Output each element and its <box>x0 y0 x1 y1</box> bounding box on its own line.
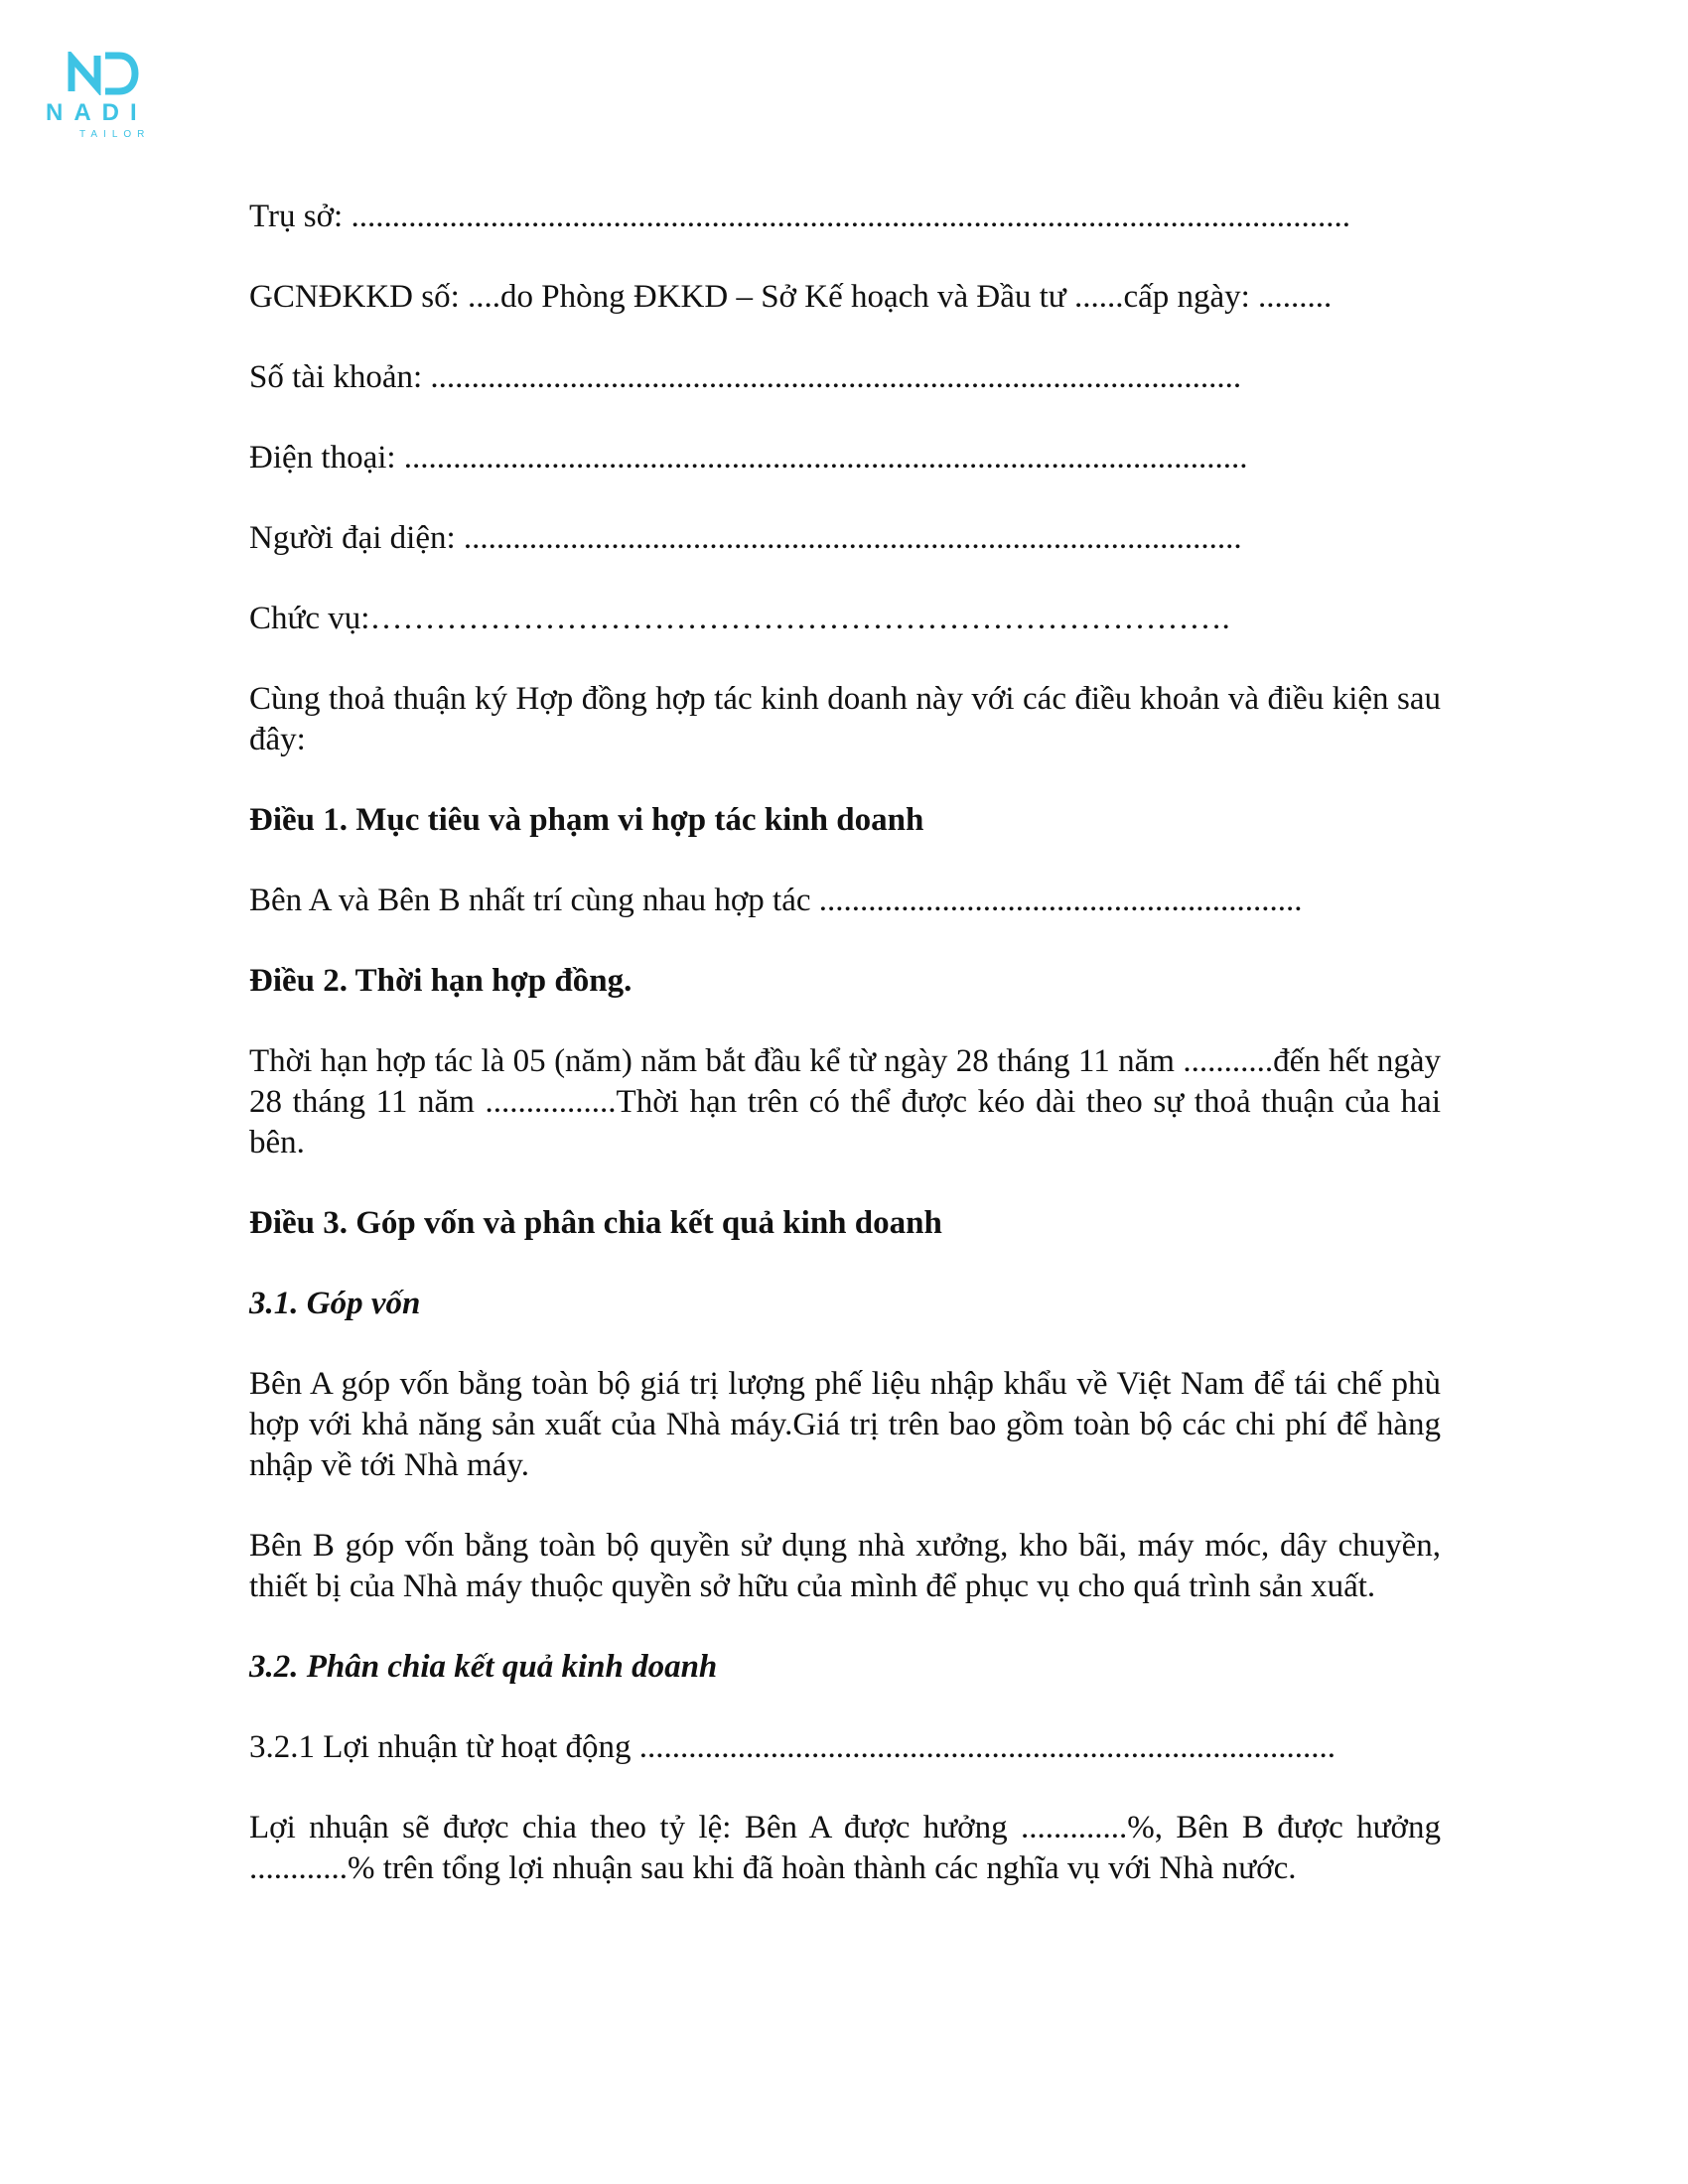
section-3-1-party-b: Bên B góp vốn bằng toàn bộ quyền sử dụng nhà xưởng, kho bãi, máy móc, dây chuyền, thiết bị của Nhà máy thuộc quyền sở hữu của mình để phục vụ cho quá trình sản xuất. <box>249 1528 1441 1604</box>
logo-subtitle: TAILOR <box>79 129 151 140</box>
profit-share-text: Lợi nhuận sẽ được chia theo tỷ lệ: Bên A được hưởng .............%, Bên B được hưởng ............% trên tổng lợi nhuận sau khi đã hoàn thành các nghĩa vụ với Nhà nước. <box>249 1810 1441 1886</box>
nguoi-dai-dien-line: Người đại diện: ............................................................................................... <box>249 520 1242 556</box>
article-3-heading: Điều 3. Góp vốn và phân chia kết quả kinh doanh <box>249 1205 942 1241</box>
tru-so-line: Trụ sở: .......................................................................................................................... <box>249 199 1350 234</box>
document-body <box>249 197 1441 1929</box>
gcndkkd-line: GCNĐKKD số: ....do Phòng ĐKKD – Sở Kế hoạch và Đầu tư ......cấp ngày: ......... <box>249 279 1333 315</box>
nadi-tailor-logo <box>46 52 165 140</box>
section-3-1-heading: 3.1. Góp vốn <box>249 1286 421 1321</box>
article-1-heading: Điều 1. Mục tiêu và phạm vi hợp tác kinh doanh <box>249 802 924 838</box>
article-2-text: Thời hạn hợp tác là 05 (năm) năm bắt đầu kể từ ngày 28 tháng 11 năm ...........đến hết ngày 28 tháng 11 năm ................Thời hạn trên có thể được kéo dài theo sự thoả thuận của hai bên. <box>249 1043 1441 1160</box>
logo-wordmark: NADI <box>46 99 148 126</box>
section-3-2-1-line: 3.2.1 Lợi nhuận từ hoạt động ..................................................................................... <box>249 1729 1336 1765</box>
article-1-text: Bên A và Bên B nhất trí cùng nhau hợp tác ........................................................... <box>249 883 1303 918</box>
article-2-heading: Điều 2. Thời hạn hợp đồng. <box>249 963 633 999</box>
section-3-1-party-a: Bên A góp vốn bằng toàn bộ giá trị lượng phế liệu nhập khẩu về Việt Nam để tái chế phù hợp với khả năng sản xuất của Nhà máy.Giá trị trên bao gồm toàn bộ các chi phí để hàng nhập về tới Nhà máy. <box>249 1366 1441 1483</box>
section-3-2-heading: 3.2. Phân chia kết quả kinh doanh <box>249 1649 718 1685</box>
so-tai-khoan-line: Số tài khoản: ................................................................................................... <box>249 359 1242 395</box>
nd-monogram-icon <box>68 52 139 95</box>
agreement-intro: Cùng thoả thuận ký Hợp đồng hợp tác kinh doanh này với các điều khoản và điều kiện sau đây: <box>249 681 1441 757</box>
dien-thoai-line: Điện thoại: ....................................................................................................... <box>249 440 1248 476</box>
chuc-vu-line: Chức vụ:……………………………………………………………………. <box>249 601 1230 636</box>
